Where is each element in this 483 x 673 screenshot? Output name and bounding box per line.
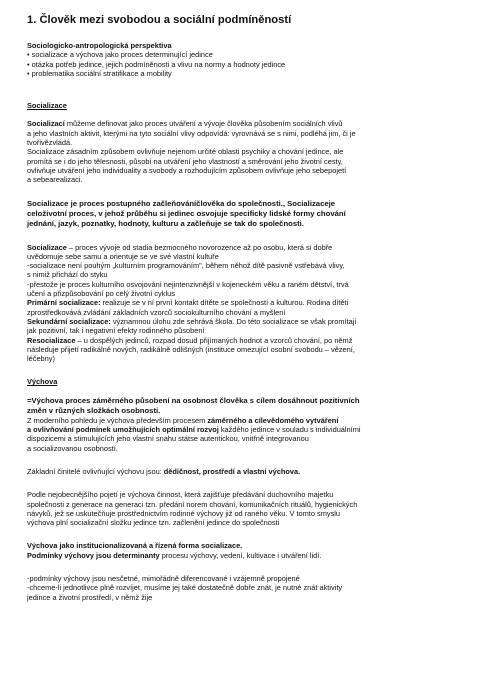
bold-paragraph-line: =Výchova proces záměrného působení na osobnost člověka s cílem dosáhnout pozitivních — [27, 395, 360, 405]
paragraph-line — [27, 416, 465, 425]
intro-bullet: • socializace a výchova jako proces determinující jedince — [27, 50, 213, 60]
section-heading-vychova: Výchova — [27, 377, 58, 387]
line-text: každého jedince v souladu s individuálními — [218, 425, 361, 435]
term-socializace: Socializace — [27, 242, 67, 252]
paragraph-line: zprostředkovává zvládání základních vzorců sociokulturního chování a myšlení — [27, 307, 286, 317]
line-text: významnou úlohu zde sehrává škola. Do této socializace se však promítají — [110, 316, 357, 326]
section-heading-socializace: Socializace — [27, 101, 67, 111]
term-secondary: Sekundární socializace: — [27, 316, 111, 326]
bold-paragraph-line: celoživotní proces, v jehož průběhu si jedinec osvojuje specificky lidské formy chování — [27, 208, 346, 218]
emphasis: Podmínky výchovy jsou determinanty — [27, 550, 160, 560]
emphasis: záměrného a cílevědomého vytváření — [207, 415, 339, 425]
line-text: – u dospělých jedinců, rozpad dosud přijímaných hodnot a vzorců chování, po němž — [75, 335, 353, 345]
paragraph-line — [27, 551, 465, 560]
paragraph-line: a sebearealizaci. — [27, 175, 83, 185]
paragraph-line — [27, 467, 465, 476]
paragraph-line: výchova plní socializační složku jedince tzn. začlenění jedince do společnosti — [27, 518, 280, 528]
paragraph-line: Podle nejobecnějšího pojetí je výchova činnost, která zajišťuje předávání duchovního majetku — [27, 490, 334, 500]
term-resocializace: Resocializace — [27, 335, 76, 345]
paragraph-line: promítá se i do jeho tělesnosti, působí na utváření jeho vlastností a směrování jeho životní cesty, — [27, 156, 343, 166]
line-text: procesu výchovy, vedení, kultivace i utváření lidí. — [159, 550, 322, 560]
paragraph-line — [27, 298, 465, 307]
emphasis: dědičnost, prostředí a vlastní výchova. — [163, 466, 301, 476]
paragraph-line: -přestože je proces kulturního osvojování nejintenzivnější v kojeneckém věku a raném dětství, trvá — [27, 279, 349, 289]
line-text: realizuje se v ní první kontakt dítěte se společností a kulturou. Rodina dítěti — [100, 298, 349, 308]
paragraph-line: léčebny) — [27, 354, 55, 364]
paragraph-line: s nimiž přichází do styku — [27, 270, 108, 280]
list-item: jedince a životní prostředí, v němž žije — [27, 592, 153, 602]
emphasis: a ovlivňování podmínek umožňujících optimální rozvoj — [27, 425, 219, 435]
intro-bullet: • problematika sociální stratifikace a mobility — [27, 68, 172, 78]
paragraph-line: Socializace zásadním způsobem ovlivňuje nejenom určité oblasti psychiky a chování jedince, ale — [27, 147, 344, 157]
paragraph-line — [27, 336, 465, 345]
paragraph-line — [27, 119, 465, 128]
paragraph-line: jak pozitivní, tak i negativní efekty rodinného působení — [27, 326, 205, 336]
bold-paragraph-line: Výchova jako institucionalizovaná a řízená forma socializace. — [27, 541, 243, 551]
paragraph-line: následuje přijetí radikálně nových, radikálně odlišných (instituce omezující osobní svobodu – vězení, — [27, 344, 355, 354]
page-title: 1. Člověk mezi svobodou a sociální podmíněností — [27, 14, 292, 26]
intro-bullet: • otázka potřeb jedince, jejich podmíněnosti a vlivu na normy a hodnoty jedince — [27, 59, 286, 69]
line-text: – proces vývoje od stadia bezmocného novorozence až po osobu, která si dobře — [66, 242, 333, 252]
paragraph-line — [27, 243, 465, 252]
term-socializaci: Socializací — [27, 119, 65, 129]
paragraph-line: učení a přizpůsobování po celý životní cyklus — [27, 289, 175, 299]
paragraph-line: -socializace není pouhým „kulturním programováním", během něhož dítě pasivně vstřebává vlivy, — [27, 261, 345, 271]
bold-paragraph-line: Socializace je proces postupného začleňováníčlověka do společnosti., Socializaceje — [27, 198, 336, 208]
bold-paragraph-line: změn v různých složkách osobnosti. — [27, 405, 161, 415]
paragraph-line: ovlivňuje utváření jeho individuality a svobody a rozhodujícím způsobem ovlivňuje jeho sebepojetí — [27, 165, 347, 175]
term-primary: Primární socializace: — [27, 298, 101, 308]
line-text: Z moderního pohledu je výchova především procesem — [27, 415, 208, 425]
paragraph-line: uvědomuje sebe samu a orientuje se ve své vlastní kultuře — [27, 251, 219, 261]
intro-heading: Sociologicko-antropologická perspektiva — [27, 41, 172, 50]
paragraph-line — [27, 425, 465, 434]
paragraph-line: a jeho vlastních aktivit, kterými na tyto sociální vlivy odpovídá: vyrovnává se s nimi, podléhá jim, či je — [27, 128, 356, 138]
list-item: -podmínky výchovy jsou nesčetné, mimořádně diferencované i vzájemně propojené — [27, 573, 300, 583]
line-text: můžeme definovat jako proces utváření a vývoje člověka působením sociálních vlivů — [64, 119, 343, 129]
paragraph-line: společnosti z generace na generaci tzn. předání norem chování, komunikačních rituálů, hygienických — [27, 499, 358, 509]
paragraph-line — [27, 317, 465, 326]
paragraph-line: návyků, jež se uskutečňuje prostřednictvím rodinné výchovy již od raného věku. V tomto smyslu — [27, 508, 341, 518]
paragraph-line: dispozicemi a stimulujících jeho vlastní snahu státse autentickou, vnitřně integrovanou — [27, 434, 309, 444]
line-text: Základní činitelé ovlivňující výchovu jsou: — [27, 466, 164, 476]
paragraph-line: a socializovanou osobností. — [27, 443, 118, 453]
bold-paragraph-line: jednání, jazyk, poznatky, hodnoty, kulturu a začleňuje se tak do společnosti. — [27, 218, 304, 228]
paragraph-line: tvořivězvládá. — [27, 138, 73, 148]
list-item: -chceme-li jednotlivce plně rozvíjet, musíme jej také dostatečně dobře znát, je nutné znát aktivity — [27, 583, 343, 593]
